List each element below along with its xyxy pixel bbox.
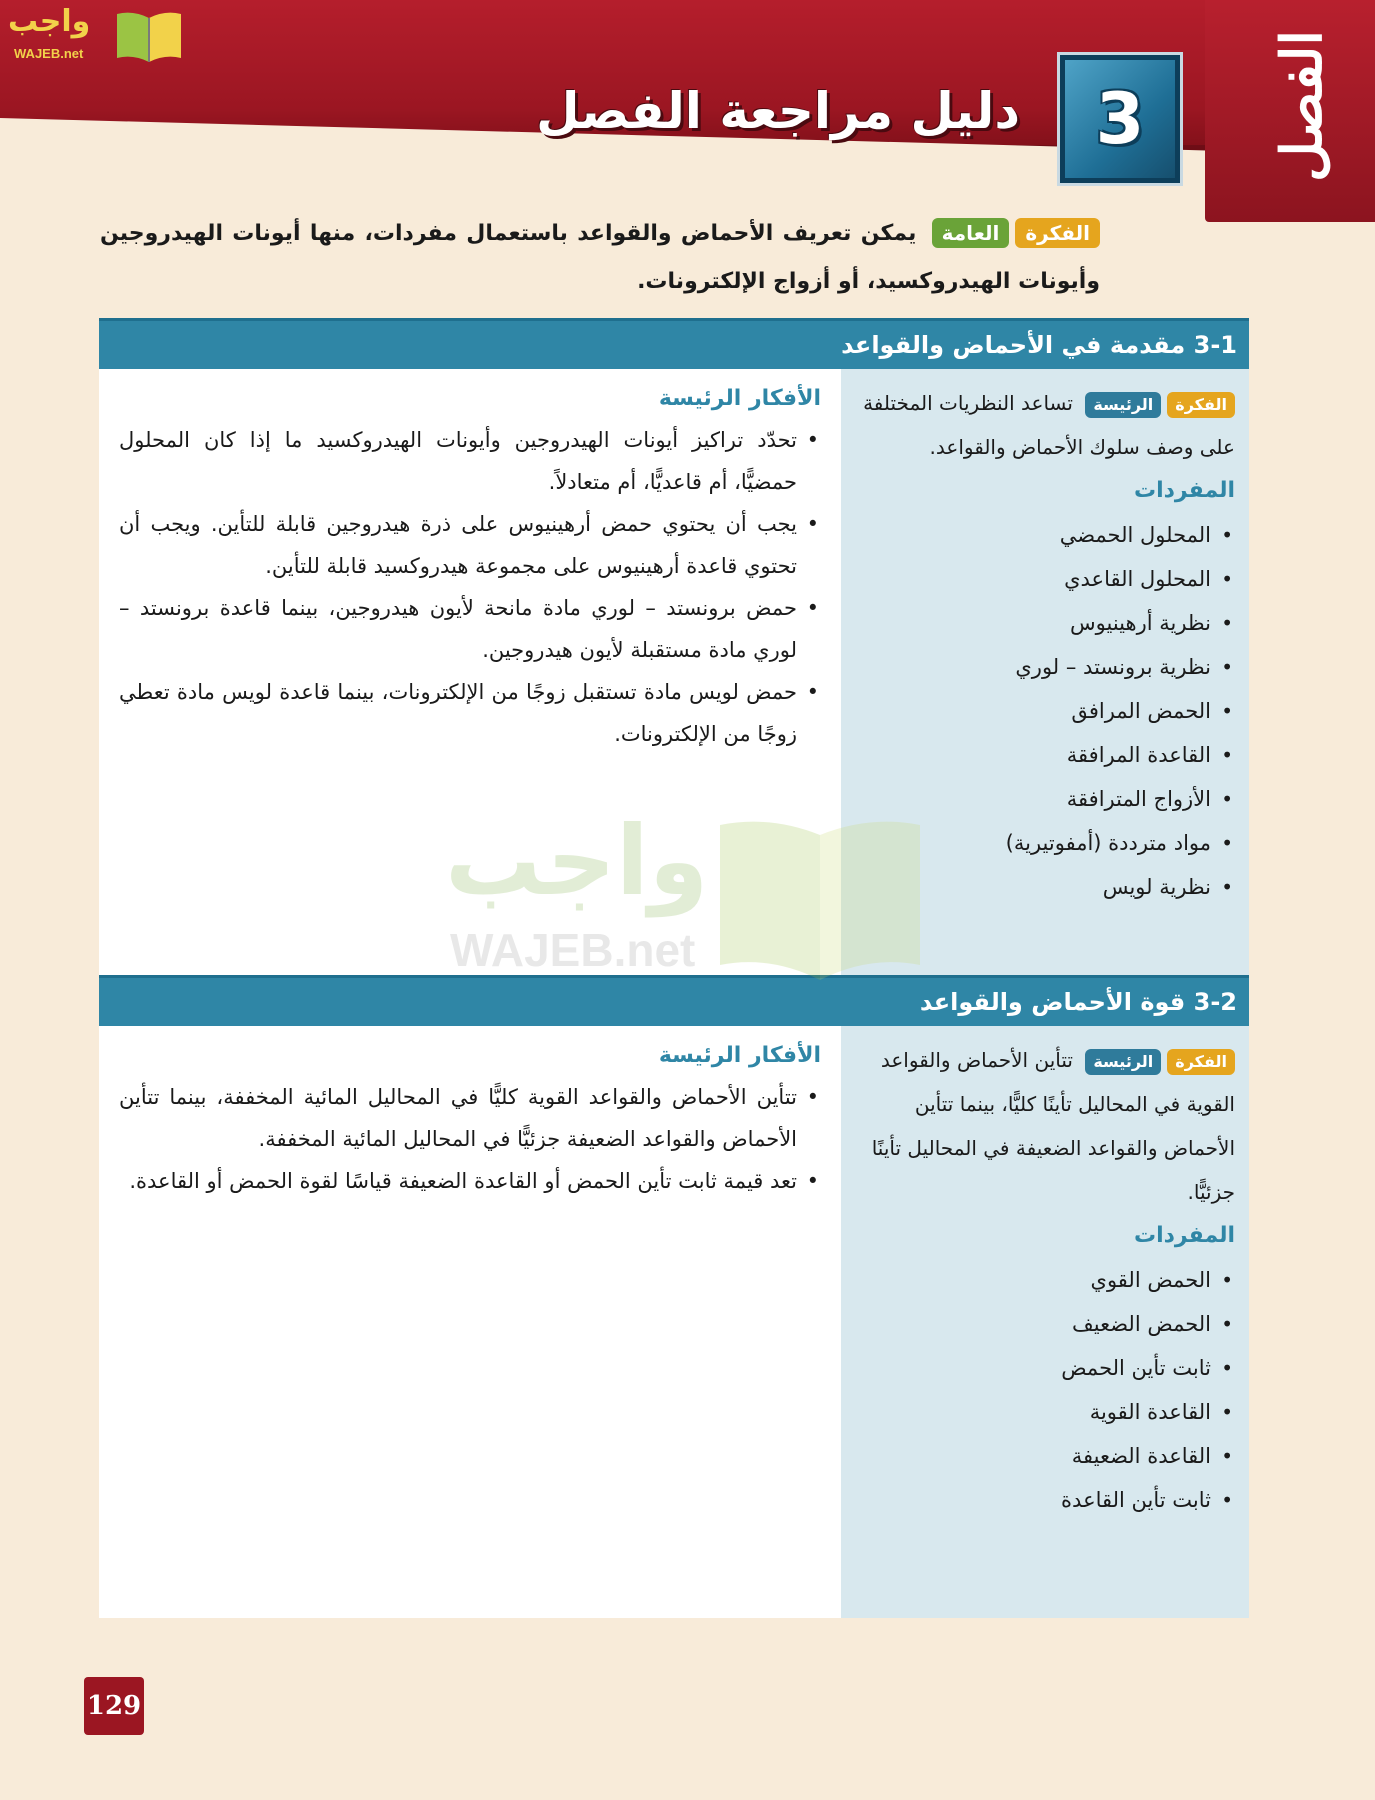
logo-arabic-text: واجب bbox=[8, 4, 91, 39]
vocab-item: • نظرية برونستد – لوري bbox=[849, 645, 1235, 689]
vocab-heading: المفردات bbox=[1133, 1223, 1235, 1248]
logo-latin-text: WAJEB.net bbox=[14, 46, 84, 61]
main-idea-text: تساعد النظريات المختلفة على وصف سلوك الأحماض والقواعد. bbox=[863, 391, 1235, 459]
vocab-item: • الحمض القوي bbox=[849, 1258, 1235, 1302]
main-idea bbox=[849, 1038, 1235, 1214]
key-idea-item: • تتأين الأحماض والقواعد القوية كليًّا في المحاليل المائية المخففة، بينما تتأين الأحماض والقواعد الضعيفة جزئيًّا في المحاليل المائية المخففة. bbox=[119, 1076, 821, 1160]
vocab-heading: المفردات bbox=[1133, 478, 1235, 503]
vocab-list bbox=[849, 513, 1235, 909]
summary-column bbox=[841, 369, 1249, 977]
summary-column bbox=[841, 1026, 1249, 1618]
key-ideas-column bbox=[99, 369, 841, 977]
key-idea-item: • تعد قيمة ثابت تأين الحمض أو القاعدة الضعيفة قياسًا لقوة الحمض أو القاعدة. bbox=[119, 1160, 821, 1202]
main-idea bbox=[849, 381, 1235, 469]
main-idea-label-2: الرئيسة bbox=[1085, 1049, 1161, 1075]
vocab-item: • الحمض الضعيف bbox=[849, 1302, 1235, 1346]
main-idea-label-1: الفكرة bbox=[1167, 1049, 1235, 1075]
section-3-2 bbox=[99, 975, 1249, 1615]
vocab-item: • ثابت تأين القاعدة bbox=[849, 1478, 1235, 1522]
big-idea-label-2: العامة bbox=[932, 218, 1010, 248]
main-idea-label-2: الرئيسة bbox=[1085, 392, 1161, 418]
big-idea-text: يمكن تعريف الأحماض والقواعد باستعمال مفردات، منها أيونات الهيدروجين وأيونات الهيدروكسيد، أو أزواج الإلكترونات. bbox=[100, 221, 1100, 294]
vocab-item: • الأزواج المترافقة bbox=[849, 777, 1235, 821]
key-ideas-column bbox=[99, 1026, 841, 1618]
key-idea-item: • حمض برونستد – لوري مادة مانحة لأيون هيدروجين، بينما قاعدة برونستد – لوري مادة مستقبلة لأيون هيدروجين. bbox=[119, 587, 821, 671]
section-3-1 bbox=[99, 318, 1249, 974]
key-ideas-heading: الأفكار الرئيسة bbox=[658, 1043, 821, 1068]
watermark-arabic-text: واجب bbox=[445, 805, 709, 917]
main-idea-label-1: الفكرة bbox=[1167, 392, 1235, 418]
vocab-item: • المحلول القاعدي bbox=[849, 557, 1235, 601]
vocab-item: • نظرية أرهينيوس bbox=[849, 601, 1235, 645]
section-title: 3-2 قوة الأحماض والقواعد bbox=[99, 975, 1249, 1026]
key-ideas-heading: الأفكار الرئيسة bbox=[658, 386, 821, 411]
big-idea-label-1: الفكرة bbox=[1015, 218, 1100, 248]
chapter-word: الفصل bbox=[1269, 30, 1335, 182]
chapter-number: 3 bbox=[1095, 78, 1145, 160]
section-title: 3-1 مقدمة في الأحماض والقواعد bbox=[99, 318, 1249, 369]
vocab-item: • الحمض المرافق bbox=[849, 689, 1235, 733]
vocab-item: • القاعدة الضعيفة bbox=[849, 1434, 1235, 1478]
key-ideas-list bbox=[119, 419, 821, 755]
vocab-item: • القاعدة القوية bbox=[849, 1390, 1235, 1434]
vocab-item: • القاعدة المرافقة bbox=[849, 733, 1235, 777]
watermark-latin-text: WAJEB.net bbox=[450, 924, 696, 976]
vocab-list bbox=[849, 1258, 1235, 1522]
vocab-item: • المحلول الحمضي bbox=[849, 513, 1235, 557]
key-idea-item: • حمض لويس مادة تستقبل زوجًا من الإلكترونات، بينما قاعدة لويس مادة تعطي زوجًا من الإلكترونات. bbox=[119, 671, 821, 755]
main-idea-text: تتأين الأحماض والقواعد القوية في المحاليل تأينًا كليًّا، بينما تتأين الأحماض والقواعد الضعيفة في المحاليل تأينًا جزئيًّا. bbox=[871, 1048, 1235, 1204]
site-logo bbox=[8, 4, 193, 70]
vocab-item: • مواد مترددة (أمفوتيرية) bbox=[849, 821, 1235, 865]
key-ideas-list bbox=[119, 1076, 821, 1202]
page-title: دليل مراجعة الفصل bbox=[536, 82, 1020, 140]
key-idea-item: • تحدّد تراكيز أيونات الهيدروجين وأيونات الهيدروكسيد ما إذا كان المحلول حمضيًّا، أم قاعديًّا، أم متعادلاً. bbox=[119, 419, 821, 503]
key-idea-item: • يجب أن يحتوي حمض أرهينيوس على ذرة هيدروجين قابلة للتأين. ويجب أن تحتوي قاعدة أرهينيوس على مجموعة هيدروكسيد قابلة للتأين. bbox=[119, 503, 821, 587]
chapter-number-box bbox=[1060, 55, 1180, 183]
big-idea-paragraph bbox=[100, 210, 1100, 306]
page-number: 129 bbox=[84, 1677, 144, 1735]
vocab-item: • نظرية لويس bbox=[849, 865, 1235, 909]
vocab-item: • ثابت تأين الحمض bbox=[849, 1346, 1235, 1390]
book-icon bbox=[113, 8, 185, 66]
chapter-tab bbox=[1205, 0, 1375, 222]
